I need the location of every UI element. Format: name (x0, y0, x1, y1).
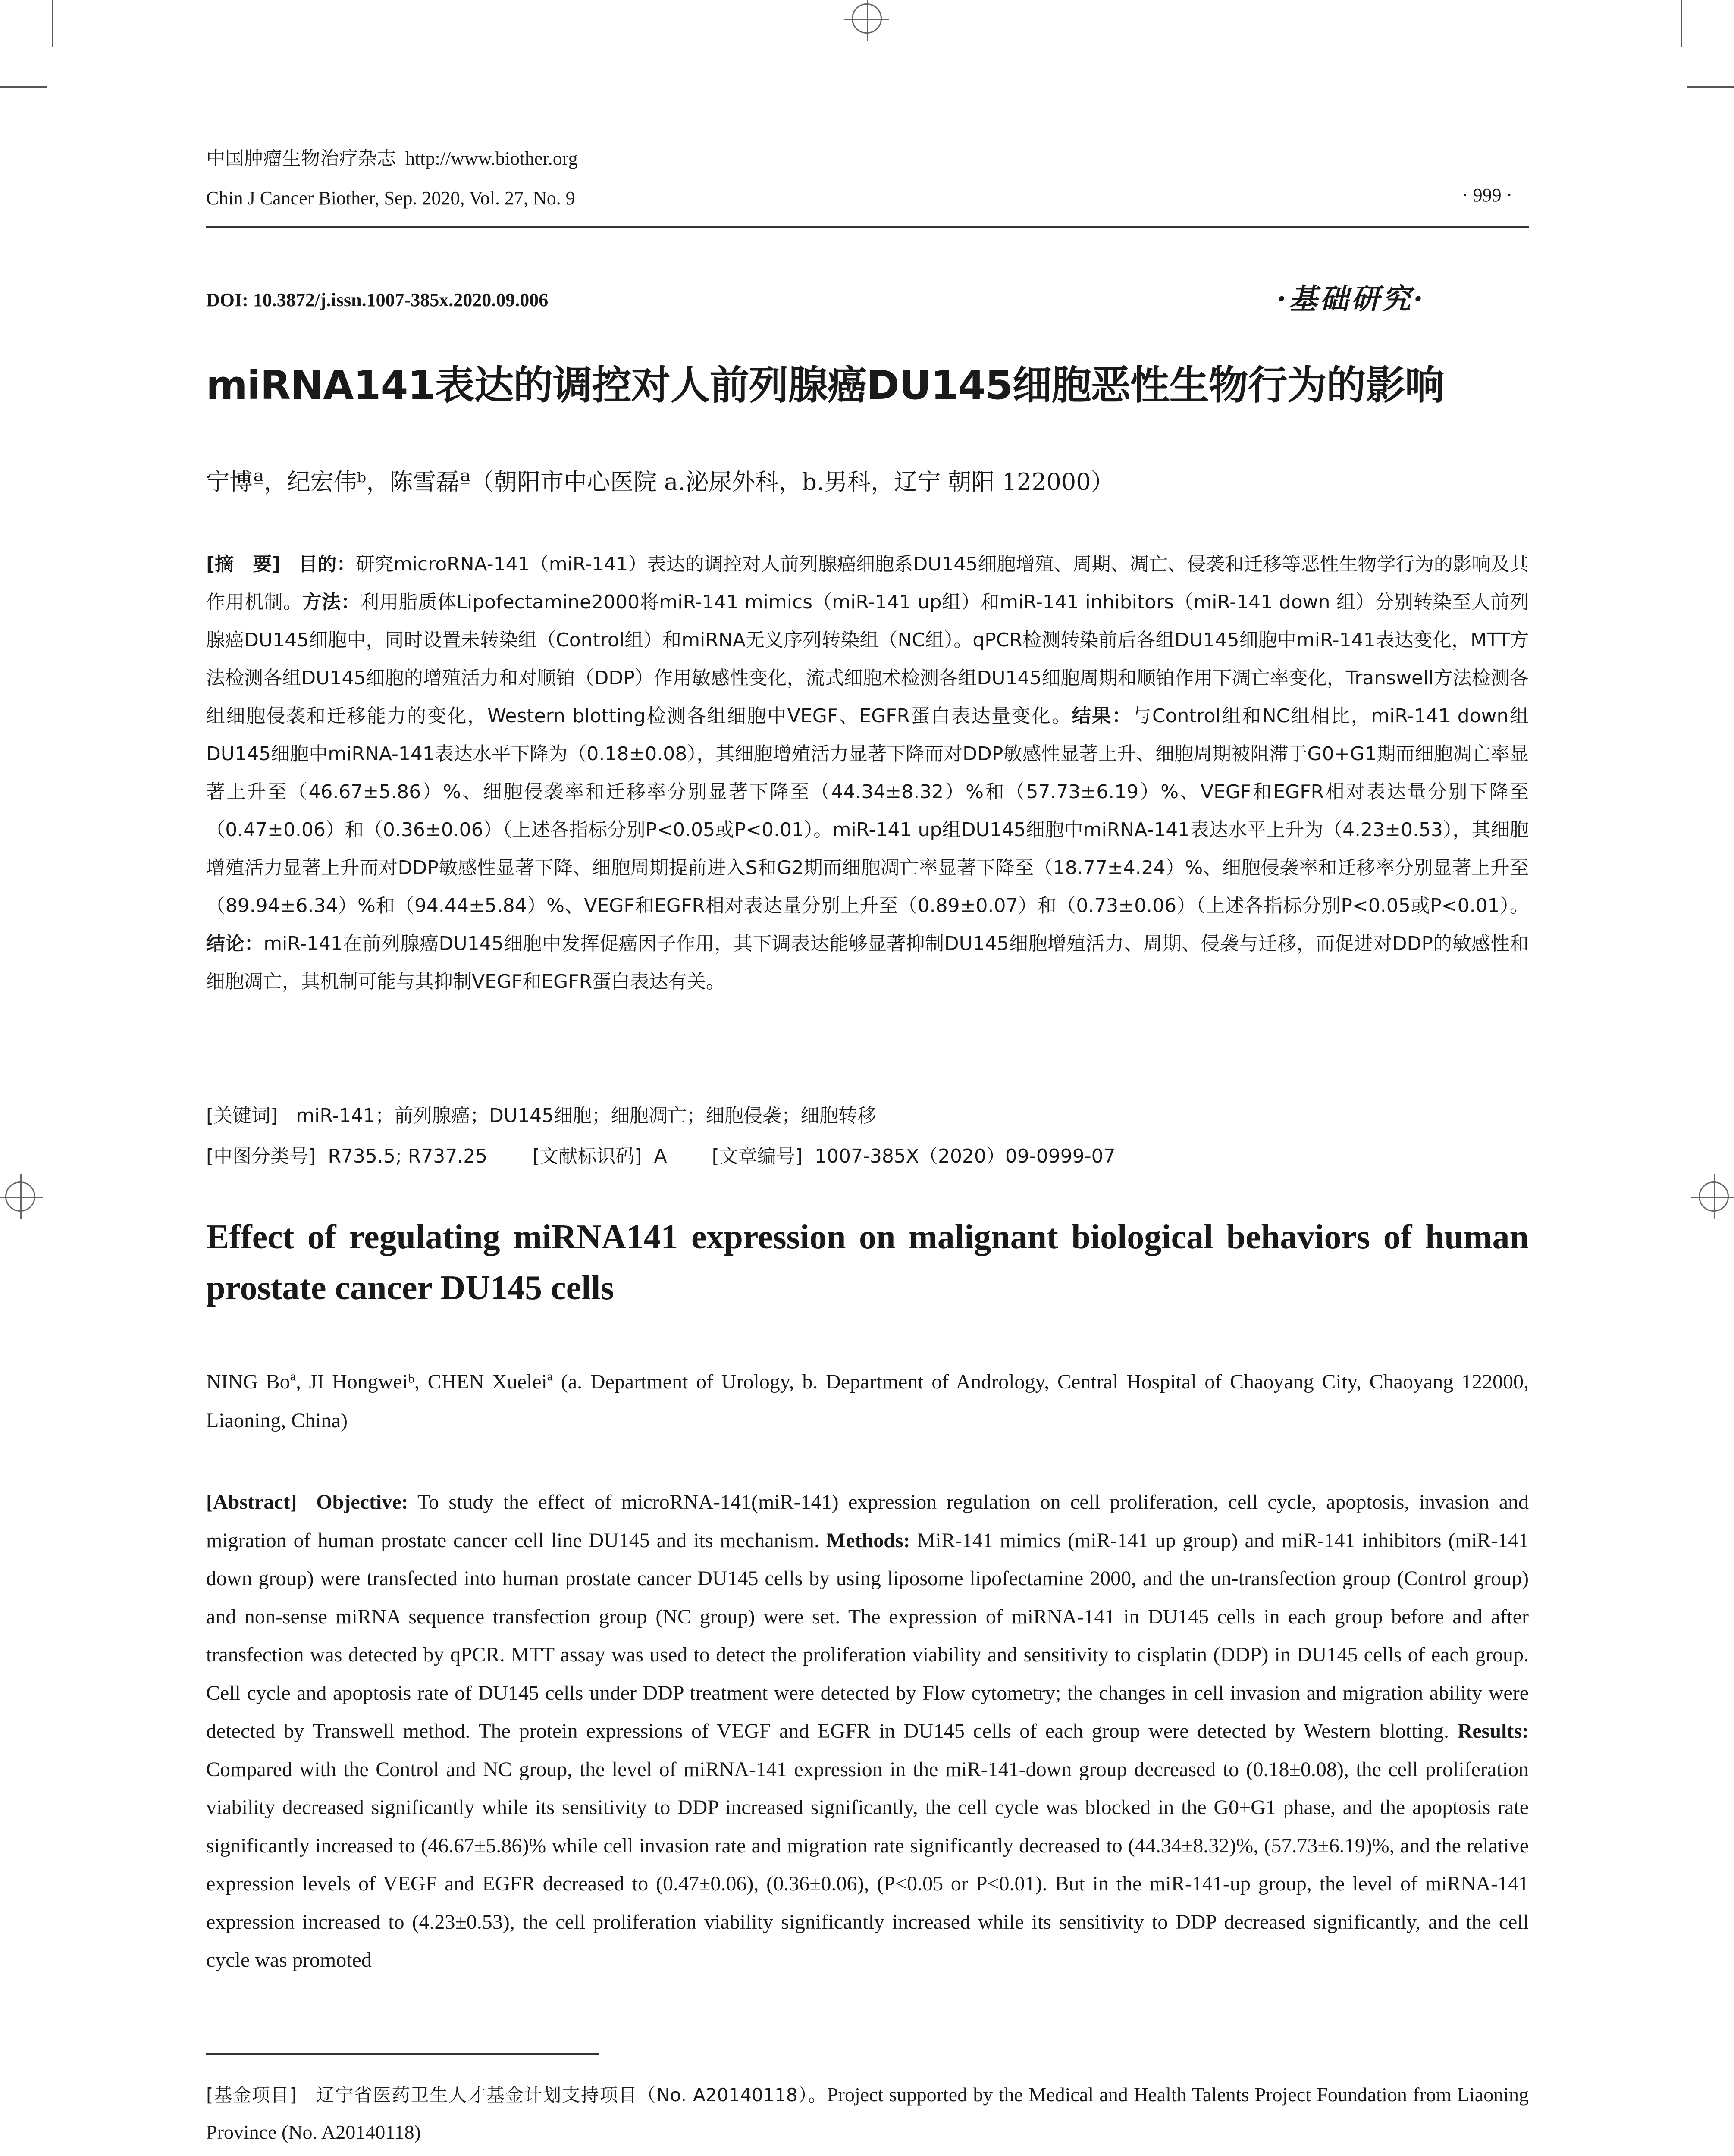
results-label-cn: 结果： (1072, 705, 1132, 727)
article-no-value: 1007-385X（2020）09-0999-07 (814, 1145, 1116, 1167)
methods-label-en: Methods: (826, 1529, 910, 1552)
section-label: ·基础研究· (1276, 282, 1426, 316)
doc-code-value: A (654, 1145, 667, 1167)
results-en: Compared with the Control and NC group, the level of miRNA-141 expression in the miR-141-down group decreased to (0.18±0.08), the cell proliferation viability decreased significantly while its sensitivity to DDP increased significantly, the cell cycle was blocked in the G0+G1 phase, and the apoptosis rate significantly increased to (46.67±5.86)% while cell invasion rate and migration rate significantly decreased to (44.34±8.32)%, (57.73±6.19)%, and the relative expression levels of VEGF and EGFR decreased to (0.47±0.06), (0.36±0.06), (P<0.05 or P<0.01). But in the miR-141-up group, the level of miRNA-141 expression increased to (4.23±0.53), the cell proliferation viability significantly increased while its sensitivity to DDP decreased significantly, and the cell cycle was promoted (206, 1758, 1529, 1971)
article-no-label: [文章编号] (712, 1145, 803, 1167)
crop-mark (1681, 0, 1682, 47)
footnote-author (206, 2150, 1529, 2156)
methods-label-cn: 方法： (302, 591, 361, 613)
authors-cn: 宁博ª，纪宏伟ᵇ，陈雪磊ª（朝阳市中心医院 a.泌尿外科，b.男科，辽宁 朝阳 122000） (206, 468, 1114, 495)
abstract-cn (206, 545, 1529, 1001)
page-number: · 999 · (1462, 185, 1513, 206)
clc-label: [中图分类号] (206, 1145, 316, 1167)
objective-label-en: Objective: (316, 1491, 408, 1514)
objective-cn: 研究microRNA-141（miR-141）表达的调控对人前列腺癌细胞系DU145细胞增殖、周期、凋亡、侵袭和迁移等恶性生物学行为的影响及其作用机制。 (206, 553, 1529, 613)
keywords-text: miR-141；前列腺癌；DU145细胞；细胞凋亡；细胞侵袭；细胞转移 (296, 1105, 877, 1127)
methods-cn: 利用脂质体Lipofectamine2000将miR-141 mimics（miR-141 up组）和miR-141 inhibitors（miR-141 down 组）分别转染至人前列腺癌DU145细胞中，同时设置未转染组（Control组）和miRNA无义序列转染组（NC组）。qPCR检测转染前后各组DU145细胞中miR-141表达变化，MTT方法检测各组DU145细胞的增殖活力和对顺铂（DDP）作用敏感性变化，流式细胞术检测各组DU145细胞周期和顺铂作用下凋亡率变化，Transwell方法检测各组细胞侵袭和迁移能力的变化，Western blotting检测各组细胞中VEGF、EGFR蛋白表达量变化。 (206, 591, 1529, 727)
abstract-en-label: [Abstract] (206, 1491, 297, 1514)
conclusion-label-cn: 结论： (206, 933, 264, 955)
doc-code-label: [文献标识码] (532, 1145, 642, 1167)
classification (206, 1136, 1529, 1177)
registration-mark (1699, 1181, 1729, 1212)
title-en: Effect of regulating miRNA141 expression on malignant biological behaviors of human prostate cancer DU145 cells (206, 1218, 1529, 1307)
registration-mark (852, 3, 882, 34)
journal-header (206, 147, 578, 171)
fund-label: [基金项目] (206, 2084, 297, 2106)
journal-url[interactable]: http://www.biother.org (405, 148, 578, 169)
crop-mark (1687, 86, 1734, 88)
journal-citation: Chin J Cancer Biother, Sep. 2020, Vol. 27, No. 9 (206, 188, 575, 209)
objective-label-cn: 目的： (298, 553, 356, 575)
footnote-rule (206, 2053, 599, 2055)
header-rule (206, 226, 1529, 228)
conclusion-cn: miR-141在前列腺癌DU145细胞中发挥促癌因子作用，其下调表达能够显著抑制DU145细胞增殖活力、周期、侵袭与迁移，而促进对DDP的敏感性和细胞凋亡，其机制可能与其抑制VEGF和EGFR蛋白表达有关。 (206, 933, 1529, 993)
results-label-en: Results: (1457, 1720, 1529, 1742)
results-cn: 与Control组和NC组相比，miR-141 down组DU145细胞中miRNA-141表达水平下降为（0.18±0.08），其细胞增殖活力显著下降而对DDP敏感性显著上升、细胞周期被阻滞于G0+G1期而细胞凋亡率显著上升至（46.67±5.86）%、细胞侵袭率和迁移率分别显著下降至（44.34±8.32）%和（57.73±6.19）%、VEGF和EGFR相对表达量分别下降至（0.47±0.06）和（0.36±0.06）（上述各指标分别P<0.05或P<0.01）。miR-141 up组DU145细胞中miRNA-141表达水平上升为（4.23±0.53），其细胞增殖活力显著上升而对DDP敏感性显著下降、细胞周期提前进入S和G2期而细胞凋亡率显著下降至（18.77±4.24）%、细胞侵袭率和迁移率分别显著上升至（89.94±6.34）%和（94.44±5.84）%、VEGF和EGFR相对表达量分别上升至（0.89±0.07）和（0.73±0.06）（上述各指标分别P<0.05或P<0.01）。 (206, 705, 1529, 917)
title-cn: miRNA141表达的调控对人前列腺癌DU145细胞恶性生物行为的影响 (206, 362, 1444, 408)
doi[interactable]: DOI: 10.3872/j.issn.1007-385x.2020.09.006 (206, 289, 549, 310)
clc-value: R735.5; R737.25 (328, 1145, 488, 1167)
abstract-en (206, 1483, 1529, 1980)
keywords (206, 1095, 1529, 1137)
journal-name-cn: 中国肿瘤生物治疗杂志 (206, 147, 396, 169)
objective-en: To study the effect of microRNA-141(miR-141) expression regulation on cell proliferation, cell cycle, apoptosis, invasion and migration of human prostate cancer cell line DU145 and its mechanism. (206, 1491, 1529, 1552)
abstract-cn-label: [摘 要] (206, 553, 281, 575)
footnote-fund (206, 2076, 1529, 2151)
fund-cn: 辽宁省医药卫生人才基金计划支持项目（No. A20140118）。 (316, 2084, 828, 2106)
registration-mark (5, 1181, 35, 1212)
fund-en: Project supported by the Medical and Health Talents Project Foundation from Liaoning Province (No. A20140118) (206, 2084, 1529, 2143)
crop-mark (0, 86, 47, 88)
authors-en: NING Boª, JI Hongweiᵇ, CHEN Xueleiª (a. Department of Urology, b. Department of Andrology, Central Hospital of Chaoyang City, Chaoyang 122000, Liaoning, China) (206, 1370, 1529, 1432)
methods-en: MiR-141 mimics (miR-141 up group) and miR-141 inhibitors (miR-141 down group) were transfected into human prostate cancer DU145 cells by using liposome lipofectamine 2000, and the un-transfection group (Control group) and non-sense miRNA sequence transfection group (NC group) were set. The expression of miRNA-141 in DU145 cells in each group before and after transfection was detected by qPCR. MTT assay was used to detect the proliferation viability and sensitivity to cisplatin (DDP) in DU145 cells of each group. Cell cycle and apoptosis rate of DU145 cells under DDP treatment were detected by Flow cytometry; the changes in cell invasion and migration ability were detected by Transwell method. The protein expressions of VEGF and EGFR in DU145 cells of each group were detected by Western blotting. (206, 1529, 1529, 1742)
crop-mark (52, 0, 53, 47)
keywords-label: [关键词] (206, 1105, 278, 1127)
